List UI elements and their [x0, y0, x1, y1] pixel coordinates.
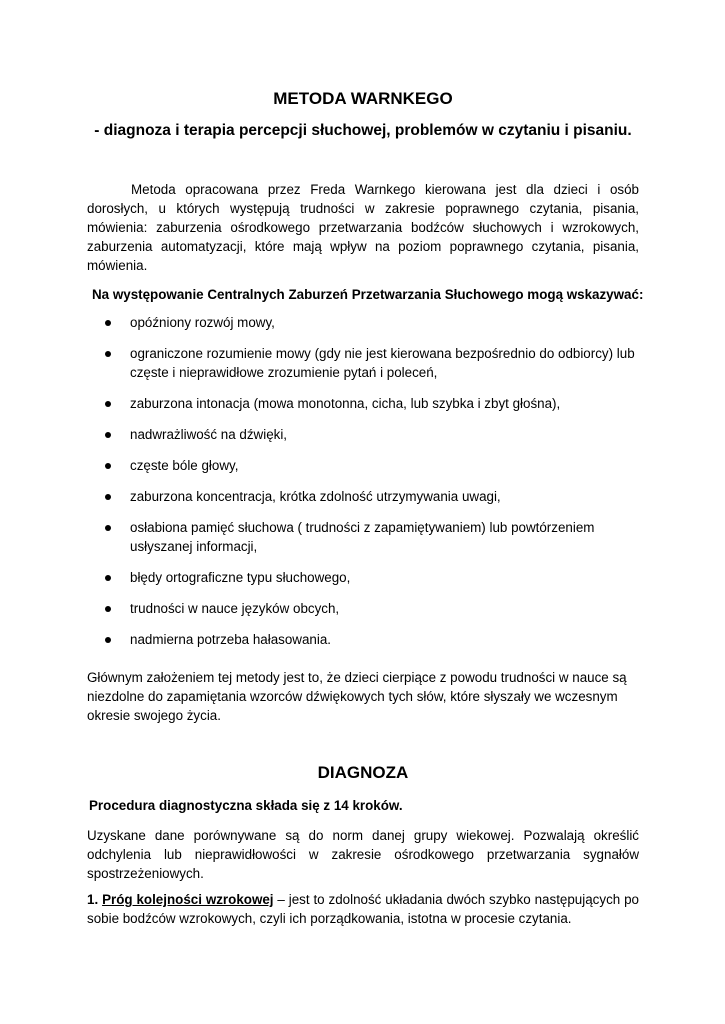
step-1-text: – jest to zdolność układania dwóch szybko następujących po sobie bodźców wzrokowych, czyli ich porządkowania, istotna w procesie czytania.	[87, 892, 639, 926]
procedure-sentence: Procedura diagnostyczna składa się z 14 kroków.	[89, 798, 403, 813]
step-1-number: 1.	[87, 892, 99, 907]
document-subtitle: - diagnoza i terapia percepcji słuchowej, problemów w czytaniu i pisaniu.	[94, 122, 632, 139]
list-item	[87, 487, 639, 506]
list-item	[87, 313, 639, 332]
bullet-icon	[105, 606, 111, 612]
step-1-paragraph	[87, 890, 639, 928]
list-item-text: trudności w nauce języków obcych,	[130, 601, 340, 616]
bullet-icon	[105, 637, 111, 643]
list-item-text: częste bóle głowy,	[130, 458, 239, 473]
bullet-icon	[105, 320, 111, 326]
assumption-paragraph: Głównym założeniem tej metody jest to, że dzieci cierpiące z powodu trudności w nauce są niezdolne do zapamiętania wzorców dźwiękowych tych słów, które słyszały we wczesnym okresie swojego życia.	[87, 670, 627, 723]
bullet-icon	[105, 525, 111, 531]
list-item	[87, 518, 639, 556]
list-item-text: zaburzona koncentracja, krótka zdolność utrzymywania uwagi,	[130, 489, 501, 504]
list-item-text: nadmierna potrzeba hałasowania.	[130, 632, 331, 647]
bullet-icon	[105, 351, 111, 357]
list-item	[87, 344, 639, 382]
comparison-paragraph: Uzyskane dane porównywane są do norm danej grupy wiekowej. Pozwalają określić odchylenia lub nieprawidłowości w zakresie ośrodkowego przetwarzania sygnałów spostrzeżeniowych.	[87, 828, 639, 881]
list-item	[87, 568, 639, 587]
list-item	[87, 456, 639, 475]
list-item	[87, 599, 639, 618]
bullet-icon	[105, 401, 111, 407]
diagnosis-heading: DIAGNOZA	[317, 763, 409, 782]
symptoms-list	[87, 313, 639, 661]
list-item	[87, 630, 639, 649]
bullet-icon	[105, 575, 111, 581]
symptoms-heading: Na występowanie Centralnych Zaburzeń Przetwarzania Słuchowego mogą wskazywać:	[92, 287, 644, 302]
list-item-text: osłabiona pamięć słuchowa ( trudności z zapamiętywaniem) lub powtórzeniem usłyszanej informacji,	[130, 520, 595, 554]
list-item-text: nadwrażliwość na dźwięki,	[130, 427, 288, 442]
intro-paragraph: Metoda opracowana przez Freda Warnkego kierowana jest dla dzieci i osób dorosłych, u których występują trudności w zakresie poprawnego czytania, pisania, mówienia: zaburzenia ośrodkowego przetwarzania bodźców słuchowych i wzrokowych, zaburzenia automatyzacji, które mają wpływ na poziom poprawnego czytania, pisania, mówienia.	[87, 182, 639, 273]
list-item	[87, 425, 639, 444]
bullet-icon	[105, 494, 111, 500]
list-item-text: zaburzona intonacja (mowa monotonna, cicha, lub szybka i zbyt głośna),	[130, 396, 561, 411]
list-item-text: ograniczone rozumienie mowy (gdy nie jest kierowana bezpośrednio do odbiorcy) lub częste i nieprawidłowe zrozumienie pytań i poleceń,	[130, 346, 635, 380]
list-item-text: błędy ortograficzne typu słuchowego,	[130, 570, 351, 585]
list-item-text: opóźniony rozwój mowy,	[130, 315, 275, 330]
document-title: METODA WARNKEGO	[273, 89, 453, 108]
step-1-term: Próg kolejności wzrokowej	[102, 892, 274, 907]
bullet-icon	[105, 432, 111, 438]
bullet-icon	[105, 463, 111, 469]
list-item	[87, 394, 639, 413]
